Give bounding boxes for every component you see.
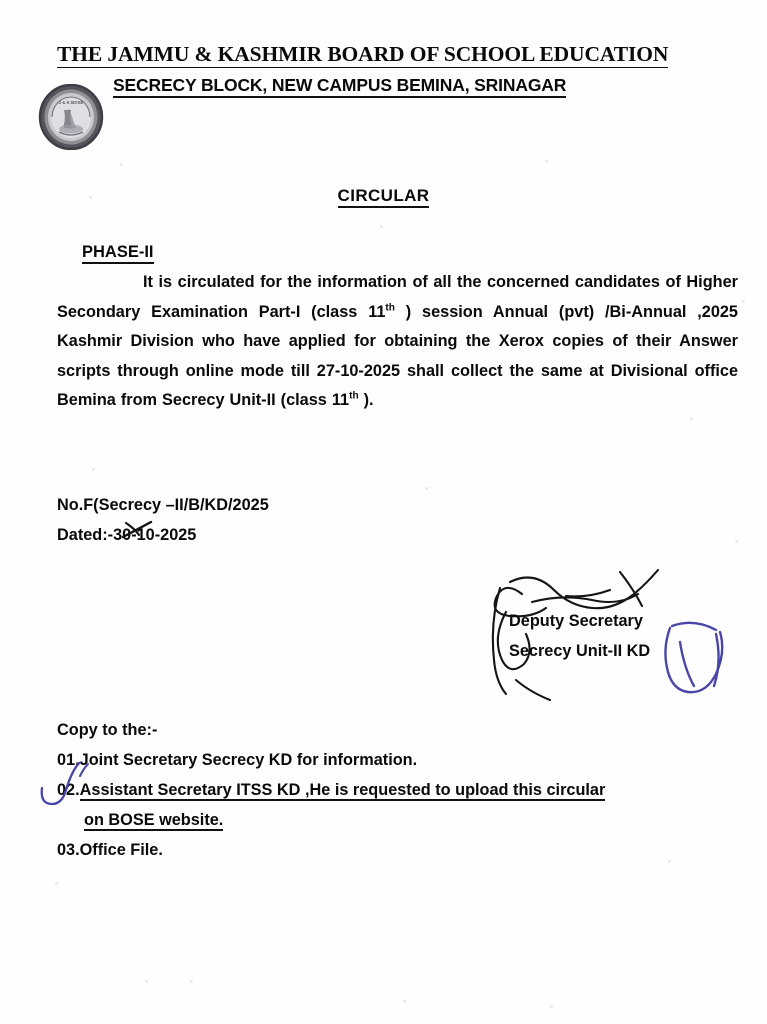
list-item	[57, 835, 747, 865]
copy-item-text-1: Joint Secretary Secrecy KD for information.	[79, 751, 418, 769]
copy-item-text-3: Office File.	[79, 841, 163, 859]
scan-speckle	[425, 487, 428, 490]
date-value: 30-10-2025	[113, 526, 197, 544]
circular-heading-text: CIRCULAR	[338, 186, 430, 208]
scan-speckle	[735, 540, 738, 543]
scan-speckle	[690, 417, 693, 420]
body-text-part2: ) session Annual (pvt) /Bi-Annual ,2025 Kashmir Division who have applied for obtaining the Xerox copies of their Answer scripts through online mode till 27-10-2025 shall collect the same at Divisional office Bemina from Secrecy Unit-II (class 11	[57, 302, 738, 409]
copy-item-text-2-line2: on BOSE website.	[84, 811, 224, 829]
reference-block	[57, 490, 269, 550]
copy-item-number-1: 01.	[57, 751, 80, 769]
class-ordinal-suffix-2: th	[349, 390, 359, 402]
scan-speckle	[668, 860, 671, 863]
date-line	[57, 520, 196, 550]
body-text-part3: ).	[358, 391, 374, 409]
phase-label	[82, 243, 154, 262]
scan-speckle	[545, 160, 548, 163]
signatory-designation: Deputy Secretary	[509, 612, 643, 630]
reference-number-line: No.F(Secrecy –II/B/KD/2025	[57, 496, 269, 514]
copy-to-heading: Copy to the:-	[57, 721, 158, 739]
circular-body-paragraph	[57, 268, 738, 416]
page-title	[0, 186, 767, 206]
scan-speckle	[742, 300, 745, 303]
organization-subtitle: SECRECY BLOCK, NEW CAMPUS BEMINA, SRINAGAR	[113, 76, 566, 98]
svg-text:J & K BOSE: J & K BOSE	[58, 100, 84, 105]
list-item	[57, 775, 739, 835]
scan-speckle	[145, 980, 148, 983]
scan-speckle	[380, 225, 383, 228]
scan-speckle	[120, 163, 123, 166]
phase-label-text: PHASE-II	[82, 243, 154, 264]
list-item	[57, 745, 747, 775]
scan-speckle	[92, 468, 95, 471]
scan-speckle	[55, 882, 58, 885]
body-text-part1: It is circulated for the information of all the concerned candidates of Higher Secondary Examination Part-I (class 11	[57, 273, 738, 321]
organization-title: THE JAMMU & KASHMIR BOARD OF SCHOOL EDUCATION	[57, 42, 669, 66]
copy-item-text-2: Assistant Secretary ITSS KD ,He is requested to upload this circular	[79, 781, 606, 799]
blue-ink-initial	[650, 612, 730, 707]
scan-speckle	[190, 980, 193, 983]
scan-speckle	[89, 196, 92, 199]
jkbose-emblem-icon	[38, 84, 104, 150]
copy-item-number-2: 02.	[57, 781, 80, 799]
copy-to-block	[57, 715, 747, 865]
scan-speckle	[550, 1005, 553, 1008]
date-label: Dated:-	[57, 526, 114, 544]
copy-item-number-3: 03.	[57, 841, 80, 859]
scan-speckle	[403, 1000, 406, 1003]
signatory-unit: Secrecy Unit-II KD	[509, 642, 651, 660]
class-ordinal-suffix-1: th	[385, 302, 395, 314]
signature-title-block	[509, 606, 650, 666]
